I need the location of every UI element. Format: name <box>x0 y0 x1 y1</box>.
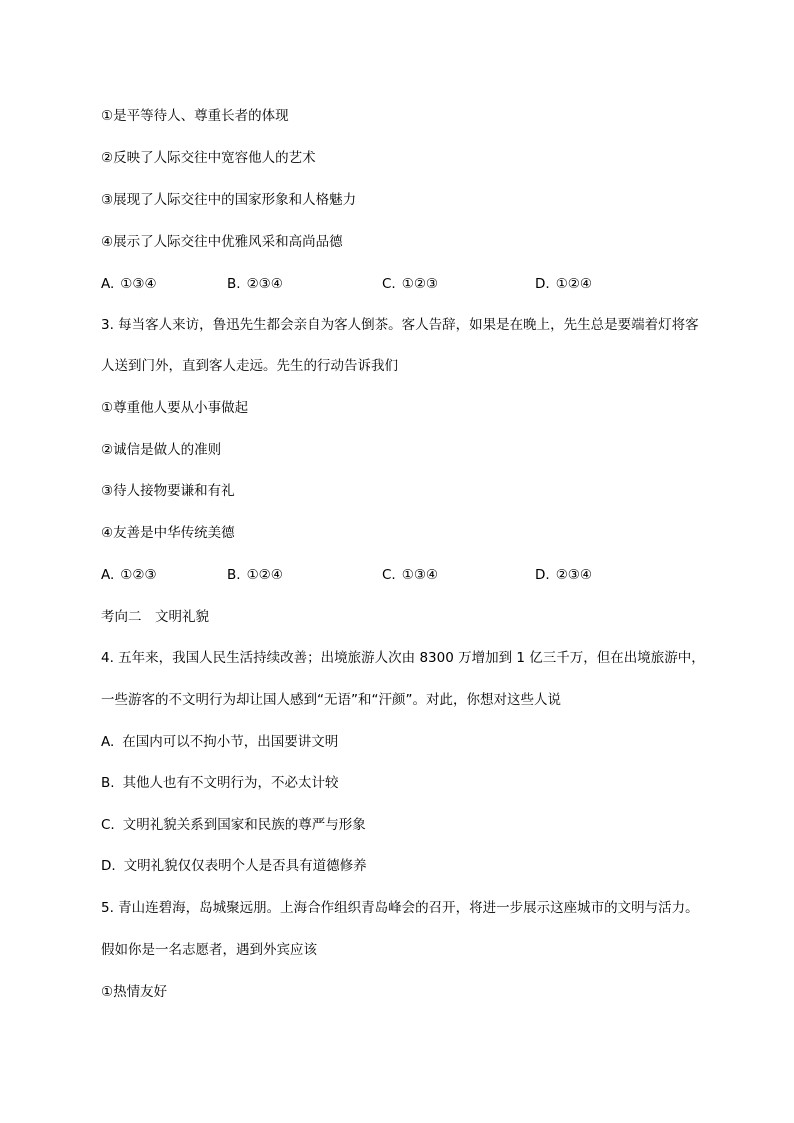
q5-item-1: ①热情友好 <box>101 984 168 1000</box>
q-prev-option-d[interactable]: D. ①②④ <box>535 276 592 292</box>
q-prev-item-2: ②反映了人际交往中宽容他人的艺术 <box>101 150 316 166</box>
q3-stem-line-2: 人送到门外，直到客人走远。先生的行动告诉我们 <box>101 358 398 374</box>
q4-option-c[interactable]: C. 文明礼貌关系到国家和民族的尊严与形象 <box>101 817 366 833</box>
q4-stem-line-2: 一些游客的不文明行为却让国人感到“无语”和“汗颜”。对此，你想对这些人说 <box>101 692 561 708</box>
q-prev-item-1: ①是平等待人、尊重长者的体现 <box>101 108 289 124</box>
q3-options <box>101 566 721 584</box>
q-prev-item-3: ③展现了人际交往中的国家形象和人格魅力 <box>101 192 357 208</box>
q-prev-option-b[interactable]: B. ②③④ <box>227 276 283 292</box>
q4-stem-line-1: 4. 五年来，我国人民生活持续改善；出境旅游人次由 8300 万增加到 1 亿三千万，但在出境旅游中， <box>101 650 705 666</box>
q-prev-item-4: ④展示了人际交往中优雅风采和高尚品德 <box>101 234 343 250</box>
q-prev-option-a[interactable]: A. ①③④ <box>101 276 157 292</box>
section-title: 考向二 文明礼貌 <box>101 609 209 625</box>
q3-item-1: ①尊重他人要从小事做起 <box>101 400 249 416</box>
q-prev-option-c[interactable]: C. ①②③ <box>382 276 439 292</box>
q5-stem-line-1: 5. 青山连碧海，岛城聚远朋。上海合作组织青岛峰会的召开，将进一步展示这座城市的文明与活力。 <box>101 900 699 916</box>
q3-stem-line-1: 3. 每当客人来访，鲁迅先生都会亲自为客人倒茶。客人告辞，如果是在晚上，先生总是要端着灯将客 <box>101 317 699 333</box>
q3-option-b[interactable]: B. ①②④ <box>227 567 283 583</box>
q3-option-d[interactable]: D. ②③④ <box>535 567 592 583</box>
q4-option-a[interactable]: A. 在国内可以不拘小节，出国要讲文明 <box>101 734 339 750</box>
q3-item-4: ④友善是中华传统美德 <box>101 525 235 541</box>
q4-option-d[interactable]: D. 文明礼貌仅仅表明个人是否具有道德修养 <box>101 858 367 874</box>
q3-option-c[interactable]: C. ①③④ <box>382 567 439 583</box>
q-prev-options <box>101 275 721 293</box>
q3-option-a[interactable]: A. ①②③ <box>101 567 157 583</box>
q3-item-3: ③待人接物要谦和有礼 <box>101 483 235 499</box>
q3-item-2: ②诚信是做人的准则 <box>101 442 222 458</box>
q5-stem-line-2: 假如你是一名志愿者，遇到外宾应该 <box>101 942 317 958</box>
q4-option-b[interactable]: B. 其他人也有不文明行为，不必太计较 <box>101 775 339 791</box>
